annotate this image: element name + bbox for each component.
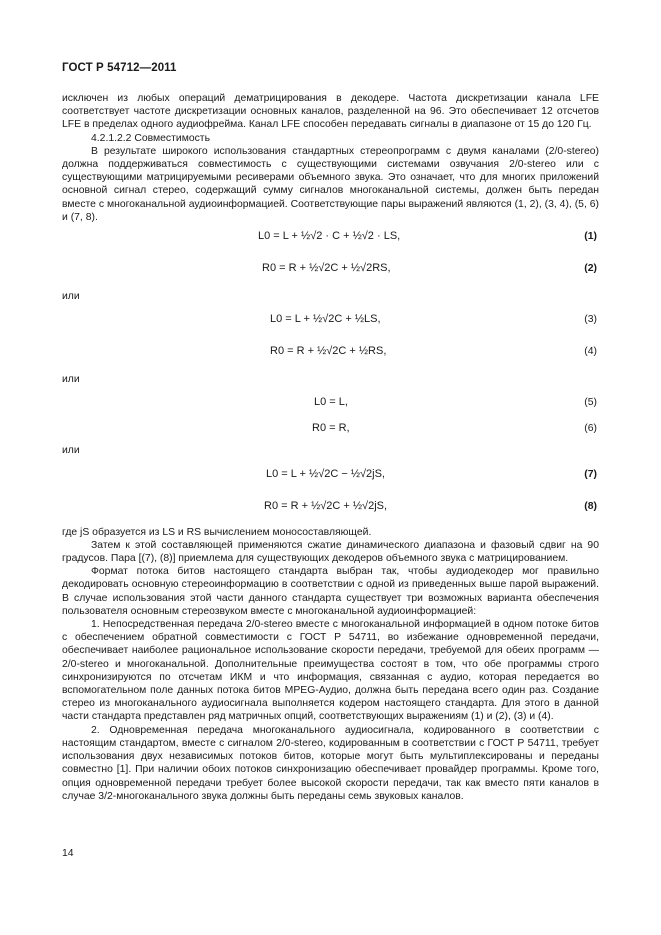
equation-7	[62, 462, 599, 494]
equation-number: (2)	[584, 263, 597, 275]
equation-formula: L0 = L + ½√2 · C + ½√2 · LS,	[258, 230, 401, 243]
equation-formula: L0 = L + ½√2C + ½LS,	[270, 313, 381, 326]
standard-header: ГОСТ Р 54712—2011	[62, 62, 177, 74]
paragraph-compression: Затем к этой составляющей применяются сжатие динамического диапазона и фазовый сдвиг на 90 градусов. Пара [(7), (8)] приемлема для существующих декодеров объемного звука с матрицированием.	[62, 539, 599, 565]
paragraph-js-definition: где jS образуется из LS и RS вычислением моносоставляющей.	[62, 526, 372, 538]
equation-1	[62, 224, 599, 256]
equation-formula: R0 = R + ½√2C + ½RS,	[270, 345, 387, 358]
equation-number: (8)	[584, 500, 597, 512]
equation-number: (5)	[584, 397, 597, 409]
page-number: 14	[62, 848, 74, 859]
list-item-2: 2. Одновременная передача многоканального аудиосигнала, кодированного в соответствии с настоящим стандартом, вместе с сигналом 2/0-stereo, кодированным в соответствии с ГОСТ Р 54711, требует использования двух независимых потоков битов, которые могут быть мультиплексированы и переданы совместно [1]. При наличии обоих потоков синхронизацию обеспечивает провайдер программы. Кроме того, опция одновременной передачи требует более высокой скорости передачи, так как вместо пяти каналов в случае 3/2-многоканального звука должны быть переданы семь звуковых каналов.	[62, 724, 599, 802]
equation-formula: L0 = L + ½√2C − ½√2jS,	[266, 467, 385, 480]
section-heading: 4.2.1.2.2 Совместимость	[91, 132, 210, 144]
equation-8	[62, 494, 599, 526]
connector-or: или	[62, 291, 80, 303]
equation-formula: R0 = R + ½√2C + ½√2RS,	[262, 262, 391, 275]
equation-2	[62, 256, 599, 288]
paragraph-intro: исключен из любых операций дематрицирования в декодере. Частота дискретизации канала LFE соответствует частоте дискретизации основных каналов, разделенной на 96. Это обеспечивает 12 отсчетов LFE в пределах одного аудиофрейма. Канал LFE способен передавать сигналы в диапазоне от 15 до 120 Гц.	[62, 93, 599, 131]
page-body	[62, 92, 599, 803]
equation-5	[62, 390, 599, 416]
equation-formula: R0 = R + ½√2C + ½√2jS,	[264, 499, 388, 512]
equation-number: (1)	[584, 231, 597, 243]
list-item-1: 1. Непосредственная передача 2/0-stereo вместе с многоканальной информацией в одном потоке битов с обеспечением обратной совместимости с ГОСТ Р 54711, во избежание одновременной передачи, обеспечивает наиболее рациональное использование скорости передачи, требуемой для обеих программ — 2/0-stereo и многоканальной. Дополнительные преимущества состоят в том, что обе программы строго синхронизируются по отсчетам ИКМ и что информация, связанная с аудио, которая передается во вспомогательном поле данных потока битов MPEG-Аудио, должна быть передана всего один раз. Создание стерео из многоканального аудиосигнала выполняется кодером настоящего стандарта. Для этого в данной части стандарта представлен ряд матричных опций, соответствующих выражениям (1) и (2), (3) и (4).	[62, 619, 599, 723]
equation-6	[62, 416, 599, 442]
equation-number: (6)	[584, 423, 597, 435]
connector-or: или	[62, 445, 80, 457]
paragraph-bitstream-format: Формат потока битов настоящего стандарта выбран так, чтобы аудиодекодер мог правильно декодировать основную стереоинформацию в соответствии с одной из приведенных выше парой выражений. В случае использования этой части данного стандарта существует три возможных варианта обеспечения пользователя основным стереозвуком вместе с многоканальной аудиоинформацией:	[62, 566, 599, 617]
equation-formula: R0 = R,	[312, 422, 350, 435]
equation-number: (3)	[584, 314, 597, 326]
equation-number: (7)	[584, 468, 597, 480]
connector-or: или	[62, 374, 80, 386]
equation-3	[62, 307, 599, 339]
equation-formula: L0 = L,	[314, 396, 348, 409]
equation-number: (4)	[584, 346, 597, 358]
equation-4	[62, 339, 599, 371]
paragraph-compatibility: В результате широкого использования стандартных стереопрограмм с двумя каналами (2/0-stereo) должна поддерживаться совместимость с существующими системами озвучания 2/0-stereo или с существующими матрицируемыми ресиверами объемного звука. Это означает, что для многих приложений основной сигнал стерео, содержащий сумму сигналов многоканальной системы, должен быть передан вместе с многоканальной аудиоинформацией. Соответствующие пары выражений являются (1, 2), (3, 4), (5, 6) и (7, 8).	[62, 145, 599, 223]
